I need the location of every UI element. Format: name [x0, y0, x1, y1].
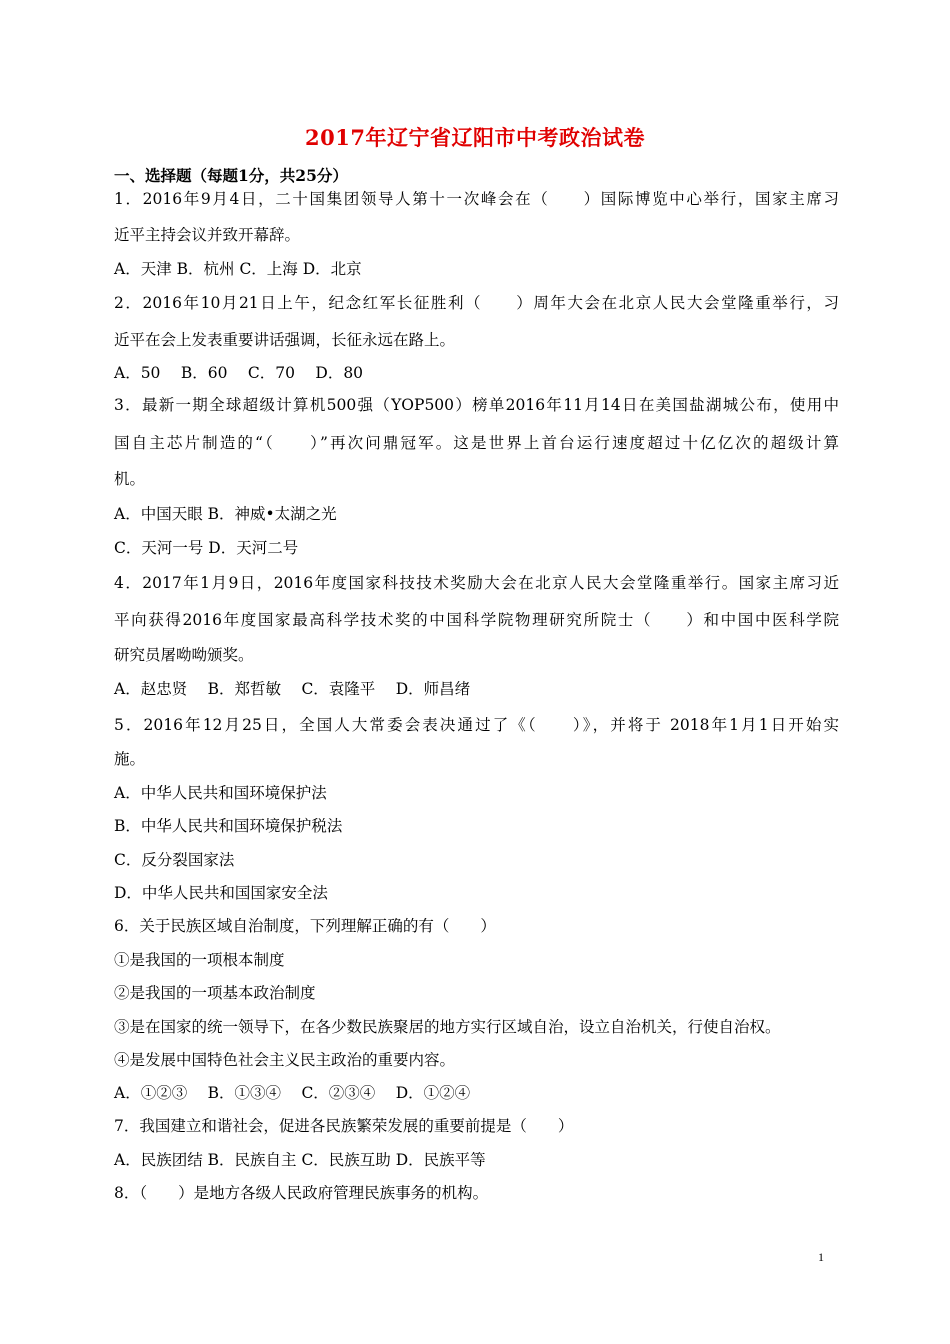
text-line: 5．2016年12月25日，全国人大常委会表决通过了《（ ）》，并将于 2018年1月1日开始实	[114, 716, 839, 734]
text-line: D．中华人民共和国国家安全法	[114, 884, 328, 902]
text-line: 3．最新一期全球超级计算机500强（YOP500）榜单2016年11月14日在美国盐湖城公布，使用中	[114, 396, 839, 414]
text-line: A．民族团结 B．民族自主 C．民族互助 D．民族平等	[114, 1151, 486, 1169]
text-line: ③是在国家的统一领导下，在各少数民族聚居的地方实行区域自治，设立自治机关，行使自治权。	[114, 1018, 781, 1036]
question-body	[114, 0, 839, 1344]
text-line: 国自主芯片制造的“（ ）”再次问鼎冠军。这是世界上首台运行速度超过十亿亿次的超级计算	[114, 434, 839, 452]
page-title: 2017年辽宁省辽阳市中考政治试卷	[305, 125, 645, 150]
text-line: ②是我国的一项基本政治制度	[114, 984, 316, 1002]
text-line: A．①②③ B．①③④ C．②③④ D．①②④	[114, 1084, 471, 1102]
text-line: 7．我国建立和谐社会，促进各民族繁荣发展的重要前提是（ ）	[114, 1117, 574, 1135]
text-line: 近平主持会议并致开幕辞。	[114, 226, 301, 244]
text-line: 机。	[114, 470, 146, 488]
text-line: A．50 B．60 C．70 D．80	[114, 364, 364, 382]
text-line: ①是我国的一项根本制度	[114, 951, 285, 969]
text-line: 施。	[114, 750, 146, 768]
text-line: 2．2016年10月21日上午，纪念红军长征胜利（ ）周年大会在北京人民大会堂隆重举行，习	[114, 294, 839, 312]
section-heading: 一、选择题（每题1分，共25分）	[114, 166, 348, 185]
text-line: A．赵忠贤 B．郑哲敏 C．袁隆平 D．师昌绪	[114, 680, 471, 698]
text-line: 平向获得2016年度国家最高科学技术奖的中国科学院物理研究所院士（ ）和中国中医科学院	[114, 611, 839, 629]
text-line: 近平在会上发表重要讲话强调，长征永远在路上。	[114, 331, 456, 349]
text-line: 1．2016年9月4日，二十国集团领导人第十一次峰会在（ ）国际博览中心举行，国家主席习	[114, 190, 839, 208]
text-line: 6．关于民族区域自治制度，下列理解正确的有（ ）	[114, 917, 496, 935]
text-line: ④是发展中国特色社会主义民主政治的重要内容。	[114, 1051, 456, 1069]
text-line: 4．2017年1月9日，2016年度国家科技技术奖励大会在北京人民大会堂隆重举行。国家主席习近	[114, 574, 839, 592]
text-line: A．中华人民共和国环境保护法	[114, 784, 327, 802]
page-number: 1	[818, 1250, 824, 1264]
text-line: 8．（ ）是地方各级人民政府管理民族事务的机构。	[114, 1184, 489, 1202]
text-line: A．中国天眼 B．神威•太湖之光	[114, 505, 337, 523]
text-line: C．天河一号 D．天河二号	[114, 539, 299, 557]
text-line: B．中华人民共和国环境保护税法	[114, 817, 343, 835]
text-line: C．反分裂国家法	[114, 851, 235, 869]
text-line: 研究员屠呦呦颁奖。	[114, 646, 254, 664]
text-line: A．天津 B．杭州 C．上海 D．北京	[114, 260, 362, 278]
